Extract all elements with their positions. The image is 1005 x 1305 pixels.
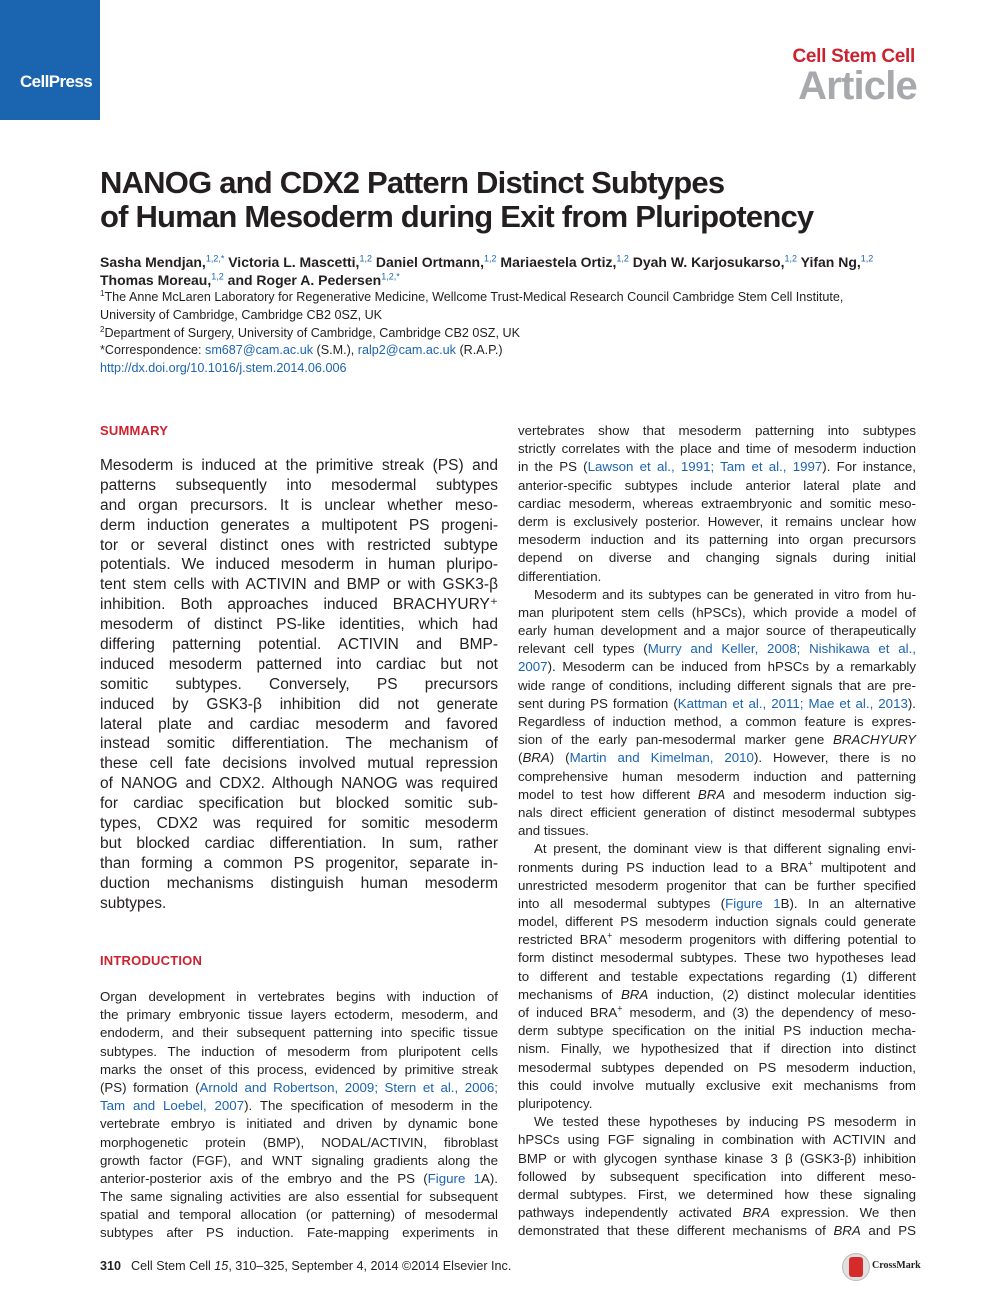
gene-name: BRA bbox=[833, 1223, 861, 1239]
affiliation-line bbox=[100, 289, 930, 307]
figure-link[interactable]: Figure 1 bbox=[725, 895, 781, 911]
footer-volume: 15 bbox=[214, 1259, 229, 1273]
superscript: + bbox=[617, 1003, 623, 1014]
affiliation-number: 2 bbox=[100, 324, 105, 334]
text-line: nals direct efficient generation of distinct mesodermal subtypes bbox=[518, 804, 916, 820]
text-line: the primary embryonic tissue layers ectoderm, mesoderm, and bbox=[100, 1007, 498, 1023]
summary-line: induced mesoderm patterned into cardiac but not bbox=[100, 655, 498, 673]
text-line: At present, the dominant view is that different signaling envi- bbox=[534, 841, 916, 857]
summary-line: Mesoderm is induced at the primitive streak (PS) and bbox=[100, 457, 498, 474]
author: Daniel Ortmann, bbox=[371, 254, 484, 270]
text: restricted BRA bbox=[518, 932, 608, 948]
text-line: dermal subtypes. First, we determined how these signaling bbox=[518, 1186, 916, 1202]
gene-name: BRACHYURY bbox=[833, 732, 916, 748]
text-line bbox=[100, 1097, 498, 1115]
citation-link[interactable]: Arnold and Robertson, 2009; Stern et al., 2006; bbox=[199, 1079, 498, 1095]
text: (PS) formation ( bbox=[100, 1079, 200, 1095]
text-line: morphogenetic protein (BMP), NODAL/ACTIVIN, fibroblast bbox=[100, 1134, 498, 1150]
author-superscript[interactable]: 1,2 bbox=[784, 253, 797, 264]
text-line: The same signaling activities are also essential for subsequent bbox=[100, 1189, 498, 1205]
text: ). bbox=[907, 695, 916, 711]
author: Dyah W. Karjosukarso, bbox=[628, 254, 785, 270]
author-superscript[interactable]: 1,2 bbox=[211, 271, 224, 282]
author-line bbox=[100, 253, 930, 271]
text-line: form distinct mesodermal subtypes. These two hypotheses lead bbox=[518, 950, 916, 966]
text-line bbox=[518, 749, 916, 767]
text-line: followed by subsequent specification into different meso- bbox=[518, 1168, 916, 1184]
text-line: early human development and a major source of therapeutically bbox=[518, 623, 916, 639]
summary-line: inhibition. Both approaches induced BRACHYURY⁺ bbox=[100, 596, 498, 614]
text: of induced BRA bbox=[518, 1005, 618, 1020]
affiliation-line bbox=[100, 325, 930, 343]
summary-line: potentials. We induced mesoderm in human pluripo- bbox=[100, 556, 498, 574]
summary-line: of NANOG and CDX2. Although NANOG was required bbox=[100, 775, 498, 793]
summary-line: subtypes. bbox=[100, 894, 167, 912]
email-link[interactable]: sm687@cam.ac.uk bbox=[205, 343, 313, 358]
cellpress-logo: CellPress bbox=[20, 72, 93, 91]
correspondence-text: (S.M.), bbox=[313, 343, 358, 358]
affiliations bbox=[100, 289, 930, 378]
text-line: hPSCs using FGF signaling in combination with ACTIVIN and bbox=[518, 1132, 916, 1148]
text-line: unrestricted mesoderm progenitor that can be further specified bbox=[518, 877, 916, 893]
text-line: endoderm, and their subsequent patterning into specific tissue bbox=[100, 1025, 498, 1041]
author: Sasha Mendjan, bbox=[100, 254, 206, 270]
email-link[interactable]: ralp2@cam.ac.uk bbox=[357, 343, 456, 358]
text: A). bbox=[481, 1170, 498, 1186]
text: sion of the early pan-mesodermal marker gene bbox=[518, 732, 833, 748]
text-line: derm subtype specification on the initial PS induction mecha- bbox=[518, 1023, 916, 1039]
author: and Roger A. Pedersen bbox=[223, 272, 382, 288]
text-line: nism. Finally, we hypothesized that if direction into distinct bbox=[518, 1041, 916, 1057]
crossmark-label: CrossMark bbox=[872, 1260, 921, 1271]
text-line bbox=[518, 986, 916, 1004]
text: ( bbox=[518, 750, 523, 766]
summary-line: derm induction generates a multipotent PS progeni- bbox=[100, 516, 498, 534]
summary-text bbox=[100, 456, 498, 913]
text-line: pluripotency. bbox=[518, 1095, 593, 1111]
text-line: model, different PS mesoderm induction signals could generate bbox=[518, 914, 916, 930]
text: demonstrated that these different mechanisms of bbox=[518, 1223, 834, 1239]
summary-line: but blocked cardiac differentiation. In sum, rather bbox=[100, 834, 498, 852]
author: Victoria L. Mascetti, bbox=[224, 254, 360, 270]
text-line: comprehensive human mesoderm induction and patterning bbox=[518, 768, 916, 784]
superscript: + bbox=[807, 858, 813, 869]
text-line: vertebrate embryo is initiated and driven by dynamic bone bbox=[100, 1116, 498, 1132]
text-line bbox=[518, 859, 916, 877]
gene-name: BRA bbox=[522, 750, 550, 766]
affiliation-text: The Anne McLaren Laboratory for Regenerative Medicine, Wellcome Trust-Medical Research Council Cambridge Stem Cell Institute, bbox=[104, 290, 844, 304]
summary-line: lateral plate and cardiac mesoderm and favored bbox=[100, 715, 498, 733]
gene-name: BRA bbox=[620, 986, 649, 1002]
text-line: depend on diverse and changing signals during initial bbox=[518, 550, 916, 566]
text-line: Organ development in vertebrates begins with induction of bbox=[100, 989, 498, 1004]
text-line: marks the onset of this process, evidenced by primitive streak bbox=[100, 1061, 498, 1077]
intro-left-column bbox=[100, 988, 498, 1243]
figure-link[interactable]: Figure 1 bbox=[427, 1170, 481, 1186]
text: anterior-posterior axis of the embryo and the PS ( bbox=[100, 1170, 428, 1186]
summary-line: tent stem cells with ACTIVIN and BMP or with GSK3-β bbox=[100, 576, 498, 594]
text: ). For instance, bbox=[822, 459, 916, 475]
text-line: wide range of conditions, including different signals that are pre- bbox=[518, 677, 916, 693]
text: mesoderm, and (3) the dependency of meso- bbox=[622, 1005, 916, 1020]
text-line bbox=[518, 640, 916, 658]
text-line: mesodermal subtypes depended on PS mesoderm induction, bbox=[518, 1059, 916, 1075]
text: ronments during PS induction lead to a BRA bbox=[518, 859, 808, 875]
text-line bbox=[518, 895, 916, 913]
citation-link[interactable]: 2007 bbox=[518, 659, 548, 675]
author-line bbox=[100, 271, 930, 289]
text-line bbox=[518, 931, 916, 949]
text-line: subtypes. The induction of mesoderm from pluripotent cells bbox=[100, 1043, 498, 1059]
text-line: man pluripotent stem cells (hPSCs), which provide a model of bbox=[518, 604, 916, 620]
correspondence-text: (R.A.P.) bbox=[455, 343, 503, 358]
text: and mesoderm induction sig- bbox=[725, 786, 916, 802]
superscript: + bbox=[607, 930, 613, 941]
text-line: and tissues. bbox=[518, 823, 589, 839]
text-line bbox=[518, 786, 916, 804]
summary-line: than forming a common PS progenitor, separate in- bbox=[100, 854, 498, 872]
author-superscript[interactable]: 1,2,* bbox=[381, 271, 400, 282]
introduction-heading: INTRODUCTION bbox=[100, 953, 203, 968]
text-line: BMP or with glycogen synthase kinase 3 β (GSK3-β) inhibition bbox=[518, 1150, 916, 1166]
text: induction, (2) distinct molecular identities bbox=[648, 986, 916, 1002]
summary-line: patterns subsequently into mesodermal subtypes bbox=[100, 476, 498, 494]
text-line: derm is exclusively posterior. However, it remains unclear how bbox=[518, 513, 916, 529]
page-number: 310 bbox=[100, 1259, 122, 1273]
footer-citation: , 310–325, September 4, 2014 ©2014 Elsevier Inc. bbox=[228, 1259, 512, 1273]
text: pathways independently activated bbox=[518, 1205, 743, 1221]
text: multipotent and bbox=[812, 859, 916, 875]
citation-link[interactable]: Murry and Keller, 2008; Nishikawa et al., bbox=[647, 641, 916, 657]
summary-line: for cardiac specification but blocked somitic sub- bbox=[100, 795, 498, 813]
text: ). However, there is no bbox=[753, 750, 916, 766]
citation-link[interactable]: Kattman et al., 2011; Mae et al., 2013 bbox=[677, 695, 908, 711]
text: ). Mesoderm can be induced from hPSCs by a remarkably bbox=[547, 659, 916, 675]
text: and PS bbox=[860, 1223, 916, 1239]
affiliation-line: University of Cambridge, Cambridge CB2 0SZ, UK bbox=[100, 307, 383, 322]
title-line: of Human Mesoderm during Exit from Pluripotency bbox=[100, 199, 814, 234]
text: mechanisms of bbox=[518, 986, 621, 1002]
text-line: to different and testable expectations regarding (1) different bbox=[518, 968, 916, 984]
journal-name: Cell Stem Cell bbox=[792, 46, 915, 67]
crossmark-icon bbox=[842, 1253, 870, 1281]
text-line bbox=[518, 1004, 916, 1022]
summary-heading: SUMMARY bbox=[100, 423, 169, 438]
text-line: cardiac mesoderm, whereas extraembryonic and somitic meso- bbox=[518, 495, 916, 511]
summary-line: mesoderm of distinct PS-like identities, which had bbox=[100, 616, 498, 634]
author-superscript[interactable]: 1,2,* bbox=[205, 253, 225, 264]
correspondence-label: *Correspondence: bbox=[100, 343, 206, 358]
summary-line: and organ precursors. It is unclear whether meso- bbox=[100, 496, 498, 514]
text: B). In an alternative bbox=[780, 895, 917, 911]
text: ). The specification of mesoderm in the bbox=[244, 1098, 498, 1114]
citation-link[interactable]: Martin and Kimelman, 2010 bbox=[569, 750, 754, 766]
text: ) ( bbox=[549, 750, 570, 766]
summary-line: differing patterning potential. ACTIVIN and BMP- bbox=[100, 636, 498, 654]
summary-line: these cell fate decisions involved mutual repression bbox=[100, 755, 498, 773]
doi-link[interactable]: http://dx.doi.org/10.1016/j.stem.2014.06.006 bbox=[100, 361, 347, 376]
text-line: mesoderm induction and its patterning into organ precursors bbox=[518, 532, 916, 548]
author-superscript[interactable]: 1,2 bbox=[484, 253, 497, 264]
summary-line: types, CDX2 was required for somitic mesoderm bbox=[100, 815, 498, 833]
author-superscript[interactable]: 1,2 bbox=[616, 253, 629, 264]
article-type: Article bbox=[798, 64, 917, 108]
summary-line: tor or several distinct ones with restricted subtype bbox=[100, 536, 498, 554]
gene-name: BRA bbox=[742, 1205, 770, 1221]
text-line: differentiation. bbox=[518, 568, 602, 584]
text-line: We tested these hypotheses by inducing PS mesoderm in bbox=[534, 1114, 916, 1130]
summary-line: induced by GSK3-β inhibition did not generate bbox=[100, 695, 498, 713]
correspondence-line bbox=[100, 342, 930, 360]
crossmark-badge[interactable] bbox=[842, 1253, 922, 1281]
text-line: spatial and temporal allocation (or patterning) of mesodermal bbox=[100, 1207, 498, 1223]
author-list bbox=[100, 253, 930, 289]
text: relevant cell types ( bbox=[518, 641, 648, 657]
text-line bbox=[518, 1204, 916, 1222]
text-line: Mesoderm and its subtypes can be generated in vitro from hu- bbox=[534, 586, 916, 602]
author: Thomas Moreau, bbox=[100, 272, 212, 288]
text-line bbox=[518, 695, 916, 713]
summary-line: instead somitic differentiation. The mechanism of bbox=[100, 735, 498, 753]
article-title bbox=[100, 166, 930, 234]
text-line bbox=[100, 1170, 498, 1188]
text-line: this could involve mutually exclusive exit mechanisms from bbox=[518, 1077, 916, 1093]
text: expression. We then bbox=[769, 1205, 916, 1221]
summary-line: somitic subtypes. Conversely, PS precursors bbox=[100, 675, 498, 693]
text: mesoderm progenitors with differing potential to bbox=[612, 932, 917, 948]
text: into all mesodermal subtypes ( bbox=[518, 895, 726, 911]
text-line bbox=[100, 1079, 498, 1097]
text-line: vertebrates show that mesoderm patterning into subtypes bbox=[518, 423, 916, 438]
text: in the PS ( bbox=[518, 459, 588, 475]
author-superscript[interactable]: 1,2 bbox=[860, 253, 874, 264]
title-line: NANOG and CDX2 Pattern Distinct Subtypes bbox=[100, 165, 725, 200]
text-line: subtypes after PS induction. Fate-mapping experiments in bbox=[100, 1225, 498, 1241]
summary-line: duction mechanisms distinguish human mesoderm bbox=[100, 874, 498, 892]
page-footer bbox=[100, 1259, 511, 1273]
text: model to test how different bbox=[518, 786, 698, 802]
text-line: anterior-specific subtypes include anterior lateral plate and bbox=[518, 477, 916, 493]
affiliation-text: Department of Surgery, University of Cambridge, Cambridge CB2 0SZ, UK bbox=[104, 325, 520, 340]
citation-link[interactable]: Tam and Loebel, 2007 bbox=[100, 1098, 245, 1114]
author: Mariaestela Ortiz, bbox=[496, 254, 617, 270]
citation-link[interactable]: Lawson et al., 1991; Tam et al., 1997 bbox=[587, 459, 823, 475]
text-line bbox=[518, 658, 916, 676]
text-line: growth factor (FGF), and WNT signaling gradients along the bbox=[100, 1152, 498, 1168]
author: Yifan Ng, bbox=[796, 254, 861, 270]
cellpress-logo-block bbox=[0, 0, 100, 120]
text-line bbox=[518, 1222, 916, 1240]
affiliation-number: 1 bbox=[100, 288, 105, 298]
text-line: Regardless of induction method, a common feature is expres- bbox=[518, 714, 916, 729]
text-line bbox=[518, 458, 916, 476]
text: sent during PS formation ( bbox=[518, 695, 678, 711]
footer-journal: Cell Stem Cell bbox=[131, 1259, 215, 1273]
gene-name: BRA bbox=[697, 786, 726, 802]
text-line: strictly correlates with the place and time of mesoderm induction bbox=[518, 441, 916, 457]
text-line bbox=[518, 731, 916, 749]
author-superscript[interactable]: 1,2 bbox=[359, 253, 372, 264]
right-column bbox=[518, 422, 916, 1240]
